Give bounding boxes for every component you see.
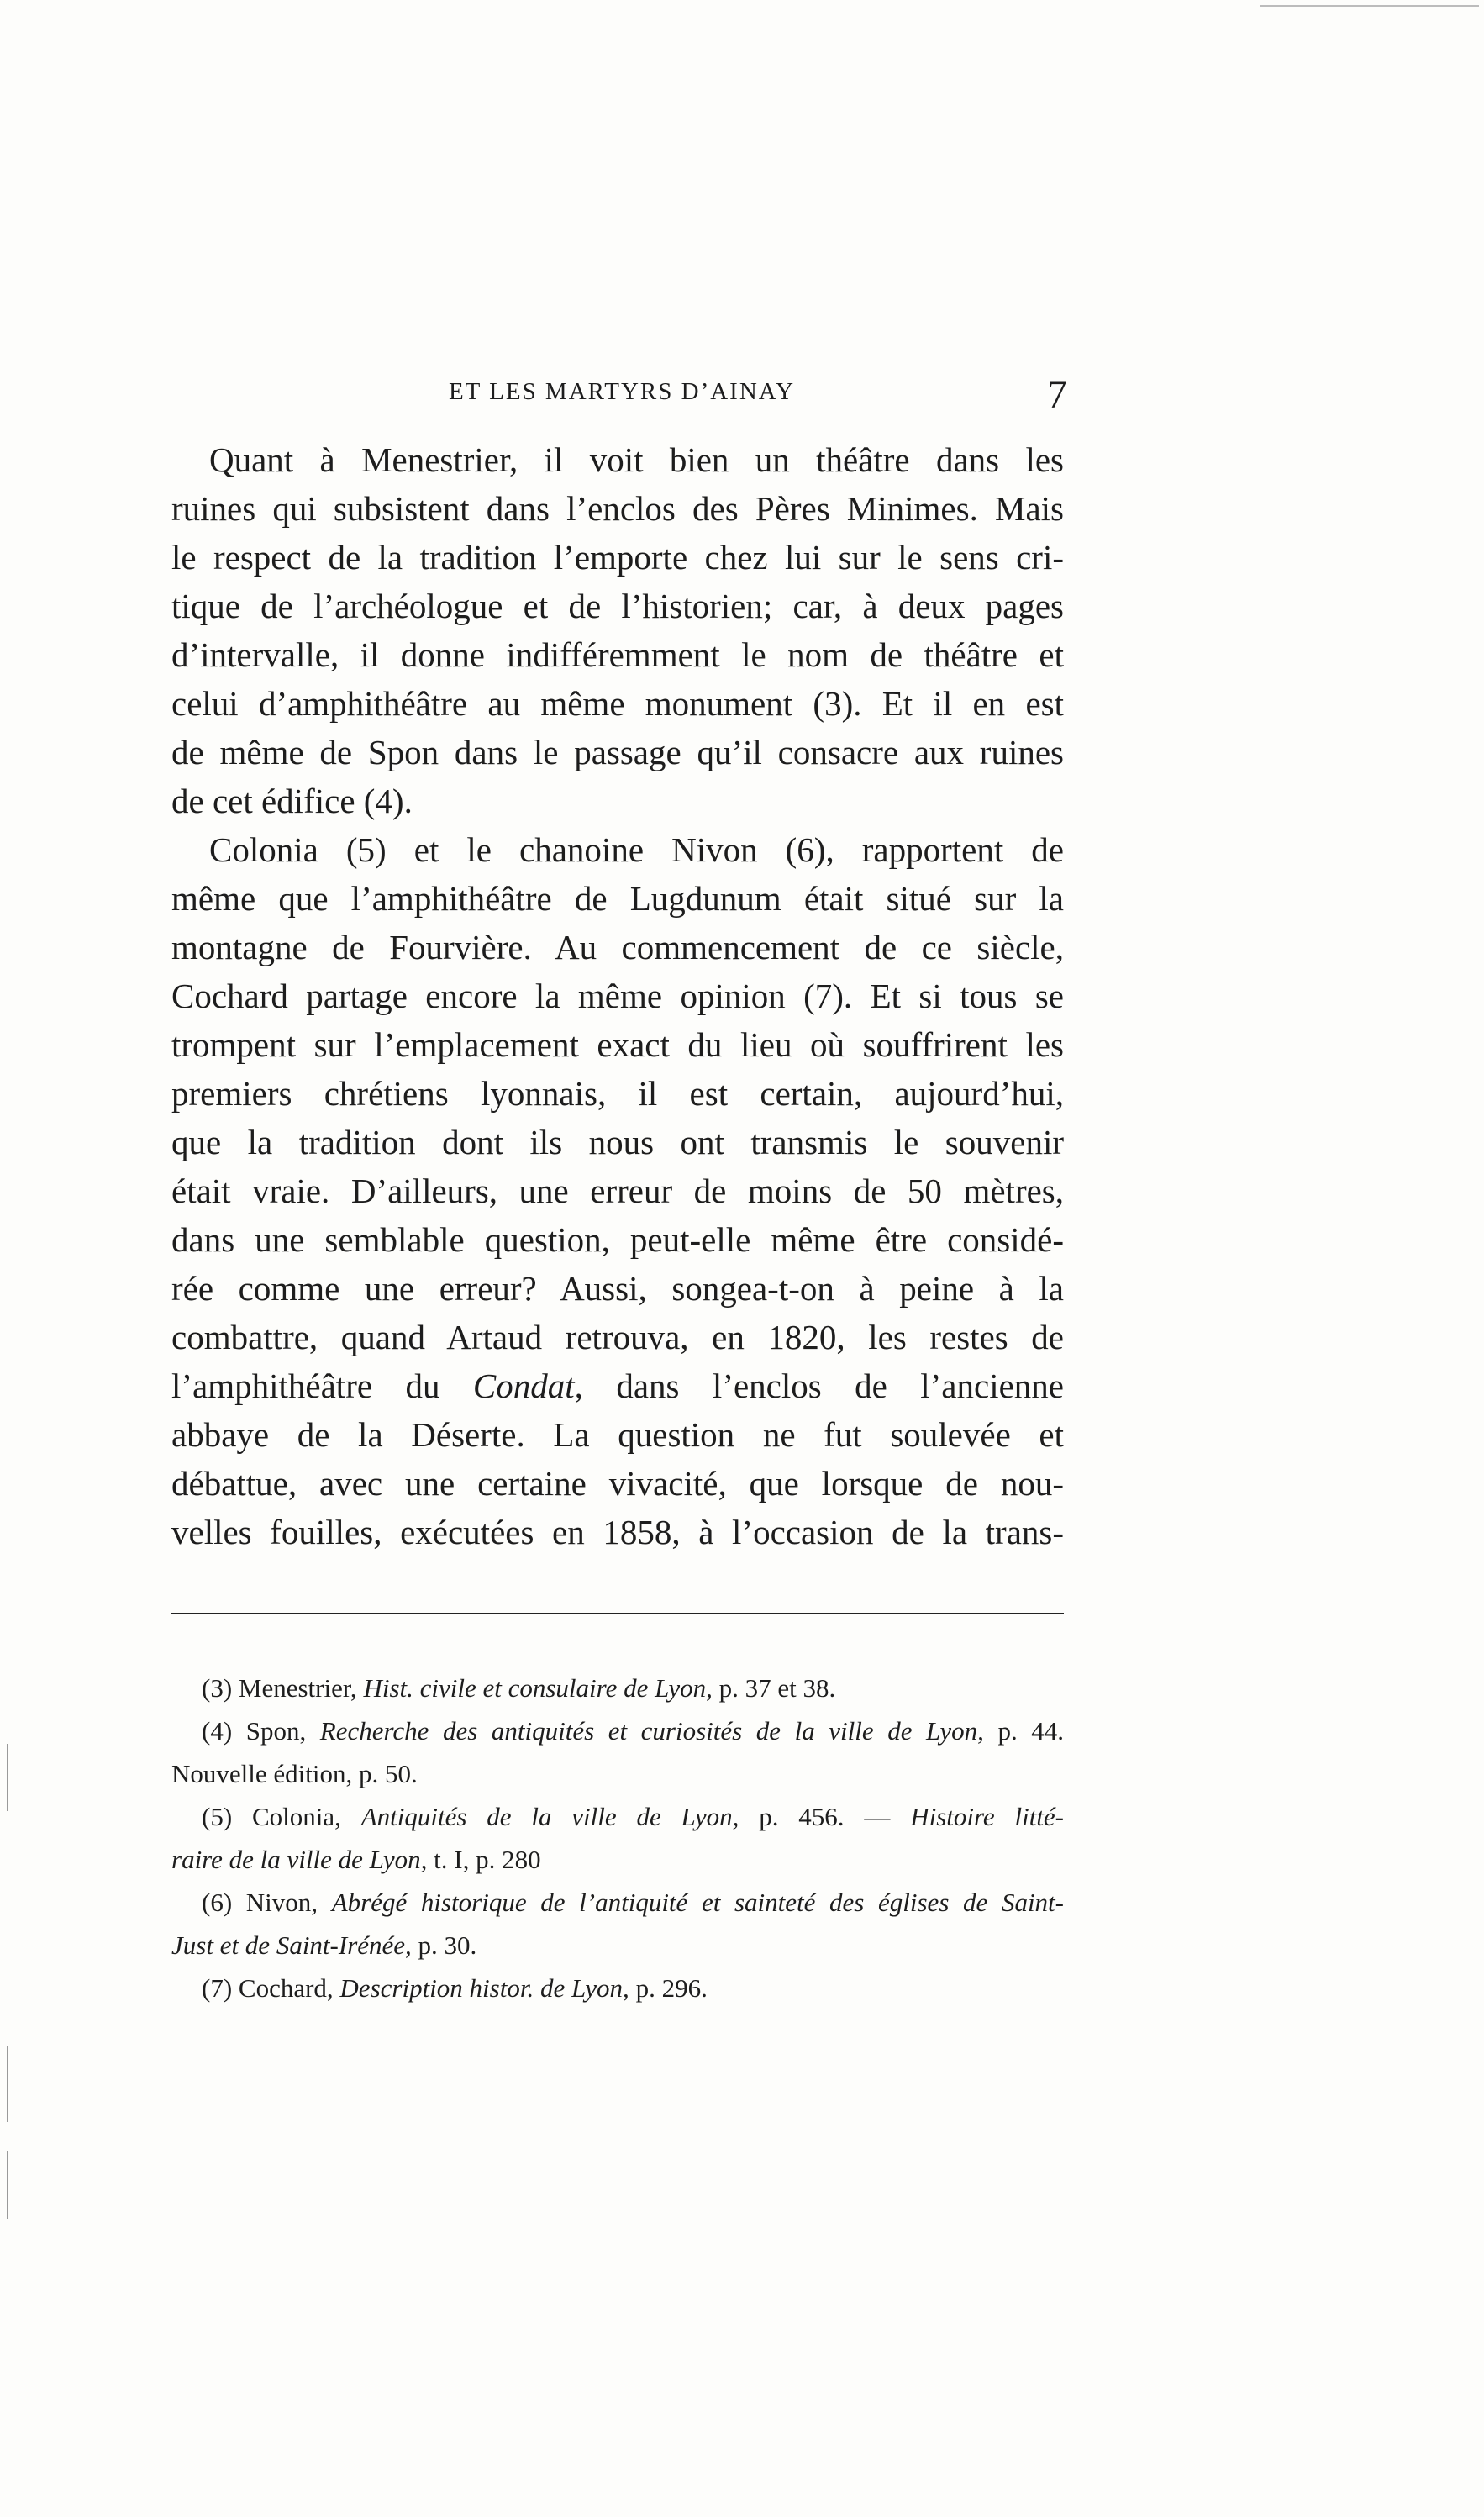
text-line: dans une semblable question, peut-elle même être considé- — [171, 1220, 1064, 1259]
note-run: p. 456. — — [739, 1802, 911, 1831]
note-run: (7) Cochard, — [202, 1973, 340, 2003]
footnote-5-continued — [171, 1838, 1064, 1881]
scan-margin-mark — [7, 2046, 8, 2122]
text-line: Quant à Menestrier, il voit bien un théâtre dans les — [209, 440, 1064, 479]
text-line: trompent sur l’emplacement exact du lieu où souffrirent les — [171, 1025, 1064, 1064]
text-line: velles fouilles, exécutées en 1858, à l’occasion de la trans- — [171, 1513, 1064, 1551]
text-line: Colonia (5) et le chanoine Nivon (6), rapportent de — [209, 830, 1064, 869]
note-run-italic: Abrégé historique de l’antiquité et sainteté des églises de Saint- — [331, 1888, 1064, 1917]
note-run-italic: Hist. civile et consulaire de Lyon, — [363, 1673, 713, 1703]
running-title: ET LES MARTYRS D’AINAY — [448, 378, 796, 405]
text-line: de cet édifice (4). — [171, 782, 413, 820]
note-run: p. 30. — [411, 1930, 477, 1960]
note-run: p. 37 et 38. — [712, 1673, 836, 1703]
text-line: rée comme une erreur? Aussi, songea-t-on à peine à la — [171, 1269, 1064, 1308]
note-run: (6) Nivon, — [202, 1888, 332, 1917]
text-run-italic: Condat, — [472, 1366, 583, 1405]
text-line: celui d’amphithéâtre au même monument (3). Et il en est — [171, 684, 1064, 723]
text-line: Cochard partage encore la même opinion (7). Et si tous se — [171, 977, 1064, 1015]
text-line: combattre, quand Artaud retrouva, en 1820, les restes de — [171, 1318, 1064, 1356]
scan-edge-rule — [1260, 5, 1479, 7]
text-line: premiers chrétiens lyonnais, il est certain, aujourd’hui, — [171, 1074, 1064, 1113]
text-line: tique de l’archéologue et de l’historien; car, à deux pages — [171, 587, 1064, 625]
note-run: (3) Menestrier, — [202, 1673, 364, 1703]
text-line: d’intervalle, il donne indifféremment le nom de théâtre et — [171, 635, 1064, 674]
text-run: dans l’enclos de l’ancienne — [582, 1366, 1064, 1405]
text-line: montagne de Fourvière. Au commencement de ce siècle, — [171, 928, 1064, 966]
note-run-italic: Just et de Saint-Irénée, — [171, 1930, 412, 1960]
note-run: p. 44. — [983, 1716, 1064, 1746]
scan-margin-mark — [7, 1744, 8, 1811]
text-run: l’amphithéâtre du — [171, 1366, 473, 1405]
footnote-5 — [171, 1795, 1064, 1838]
running-head — [176, 370, 1067, 420]
scan-margin-mark — [7, 2151, 8, 2219]
note-run-italic: raire de la ville de Lyon, — [171, 1845, 428, 1874]
note-run-italic: Histoire litté- — [910, 1802, 1064, 1831]
text-line: le respect de la tradition l’emporte chez lui sur le sens cri- — [171, 538, 1064, 577]
page-number: 7 — [1047, 372, 1067, 417]
text-line — [171, 1361, 1064, 1410]
note-run-italic: Description histor. de Lyon, — [339, 1973, 629, 2003]
text-line: était vraie. D’ailleurs, une erreur de moins de 50 mètres, — [171, 1172, 1064, 1210]
footnote-4-continued: Nouvelle édition, p. 50. — [171, 1759, 418, 1788]
note-run-italic: Recherche des antiquités et curiosités de la ville de Lyon, — [319, 1716, 984, 1746]
note-run: t. I, p. 280 — [427, 1845, 541, 1874]
text-line: de même de Spon dans le passage qu’il consacre aux ruines — [171, 733, 1064, 771]
footnotes — [171, 1667, 1064, 2009]
note-run: (4) Spon, — [202, 1716, 320, 1746]
note-run: (5) Colonia, — [202, 1802, 361, 1831]
footnote-6 — [171, 1881, 1064, 1924]
main-text — [171, 435, 1064, 1556]
note-run: p. 296. — [629, 1973, 708, 2003]
note-run-italic: Antiquités de la ville de Lyon, — [360, 1802, 739, 1831]
text-line: ruines qui subsistent dans l’enclos des Pères Minimes. Mais — [171, 489, 1064, 528]
footnote-separator — [171, 1613, 1064, 1614]
text-line: débattue, avec une certaine vivacité, que lorsque de nou- — [171, 1464, 1064, 1503]
footnote-3 — [171, 1667, 1064, 1709]
text-line: abbaye de la Déserte. La question ne fut soulevée et — [171, 1415, 1064, 1454]
footnote-4 — [171, 1709, 1064, 1752]
text-line: même que l’amphithéâtre de Lugdunum était situé sur la — [171, 879, 1064, 918]
footnote-7 — [171, 1967, 1064, 2009]
footnote-6-continued — [171, 1924, 1064, 1967]
text-line: que la tradition dont ils nous ont transmis le souvenir — [171, 1123, 1064, 1161]
